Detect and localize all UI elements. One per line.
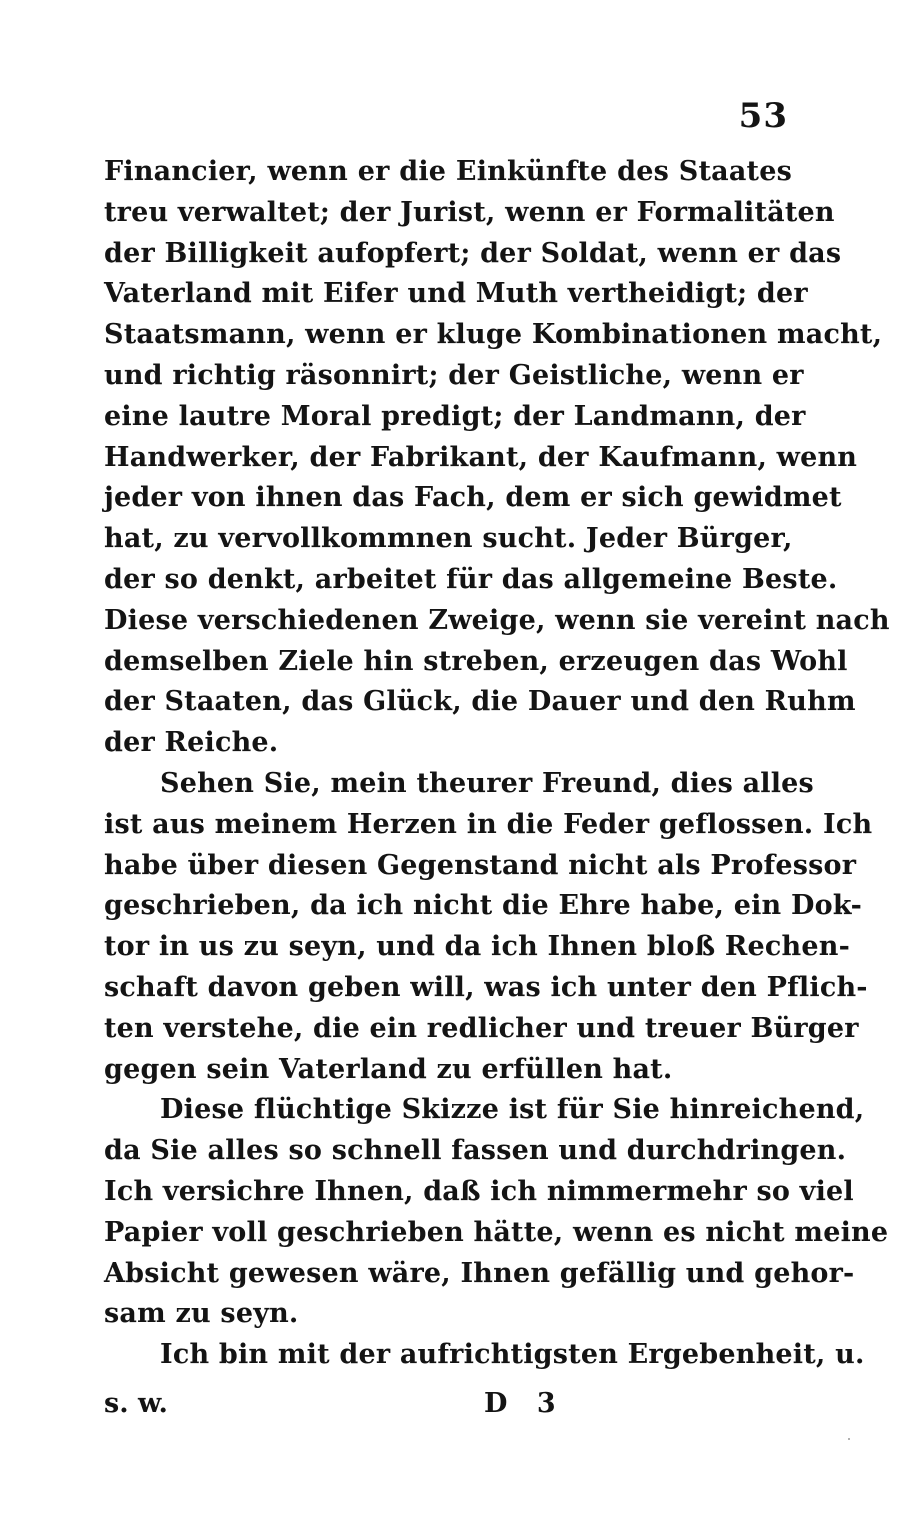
text-line: jeder von ihnen das Fach, dem er sich gewidmet xyxy=(104,482,842,514)
text-line: habe über diesen Gegenstand nicht als Professor xyxy=(104,849,857,881)
text-line: Vaterland mit Eifer und Muth vertheidigt; der xyxy=(104,278,808,310)
text-line: da Sie alles so schnell fassen und durchdringen. xyxy=(104,1135,847,1167)
text-line: Ich bin mit der aufrichtigsten Ergebenheit, u. xyxy=(160,1339,865,1371)
paper-speck xyxy=(848,1438,850,1440)
text-line: Sehen Sie, mein theurer Freund, dies alles xyxy=(160,767,814,799)
text-line: schaft davon geben will, was ich unter den Pflich- xyxy=(104,971,868,1003)
text-line: Diese verschiedenen Zweige, wenn sie vereint nach xyxy=(104,604,890,636)
text-line: gegen sein Vaterland zu erfüllen hat. xyxy=(104,1053,673,1085)
text-line: Diese flüchtige Skizze ist für Sie hinreichend, xyxy=(160,1094,865,1126)
page-number: 53 xyxy=(738,96,788,136)
page-footer xyxy=(104,1388,792,1428)
closing-text: s. w. xyxy=(104,1388,168,1419)
text-line: hat, zu vervollkommnen sucht. Jeder Bürger, xyxy=(104,523,793,555)
text-line: demselben Ziele hin streben, erzeugen das Wohl xyxy=(104,645,848,677)
text-line: tor in us zu seyn, und da ich Ihnen bloß Rechen- xyxy=(104,931,850,963)
text-line: treu verwaltet; der Jurist, wenn er Formalitäten xyxy=(104,196,835,228)
text-line: und richtig räsonnirt; der Geistliche, wenn er xyxy=(104,359,804,391)
paragraph xyxy=(104,1335,865,1376)
text-line: sam zu seyn. xyxy=(104,1298,299,1330)
text-line: Financier, wenn er die Einkünfte des Staates xyxy=(104,156,792,187)
text-line: Absicht gewesen wäre, Ihnen gefällig und gehor- xyxy=(104,1257,855,1289)
text-line: Handwerker, der Fabrikant, der Kaufmann, wenn xyxy=(104,441,858,473)
text-line: der so denkt, arbeitet für das allgemeine Beste. xyxy=(104,563,838,595)
body-text xyxy=(104,152,890,1376)
text-line: eine lautre Moral predigt; der Landmann, der xyxy=(104,400,806,432)
text-line: geschrieben, da ich nicht die Ehre habe, ein Dok- xyxy=(104,890,863,922)
signature-mark: D 3 xyxy=(484,1388,566,1419)
text-line: der Billigkeit aufopfert; der Soldat, wenn er das xyxy=(104,237,842,269)
text-line: der Staaten, das Glück, die Dauer und den Ruhm xyxy=(104,686,856,718)
text-line: Staatsmann, wenn er kluge Kombinationen macht, xyxy=(104,319,883,351)
paragraph xyxy=(104,1090,889,1335)
text-line: ten verstehe, die ein redlicher und treuer Bürger xyxy=(104,1012,859,1044)
text-line: der Reiche. xyxy=(104,727,279,759)
text-line: Papier voll geschrieben hätte, wenn es nicht meine xyxy=(104,1216,889,1248)
text-line: Ich versichre Ihnen, daß ich nimmermehr so viel xyxy=(104,1175,854,1207)
text-line: ist aus meinem Herzen in die Feder geflossen. Ich xyxy=(104,808,873,840)
paragraph xyxy=(104,152,890,764)
paragraph xyxy=(104,764,873,1090)
